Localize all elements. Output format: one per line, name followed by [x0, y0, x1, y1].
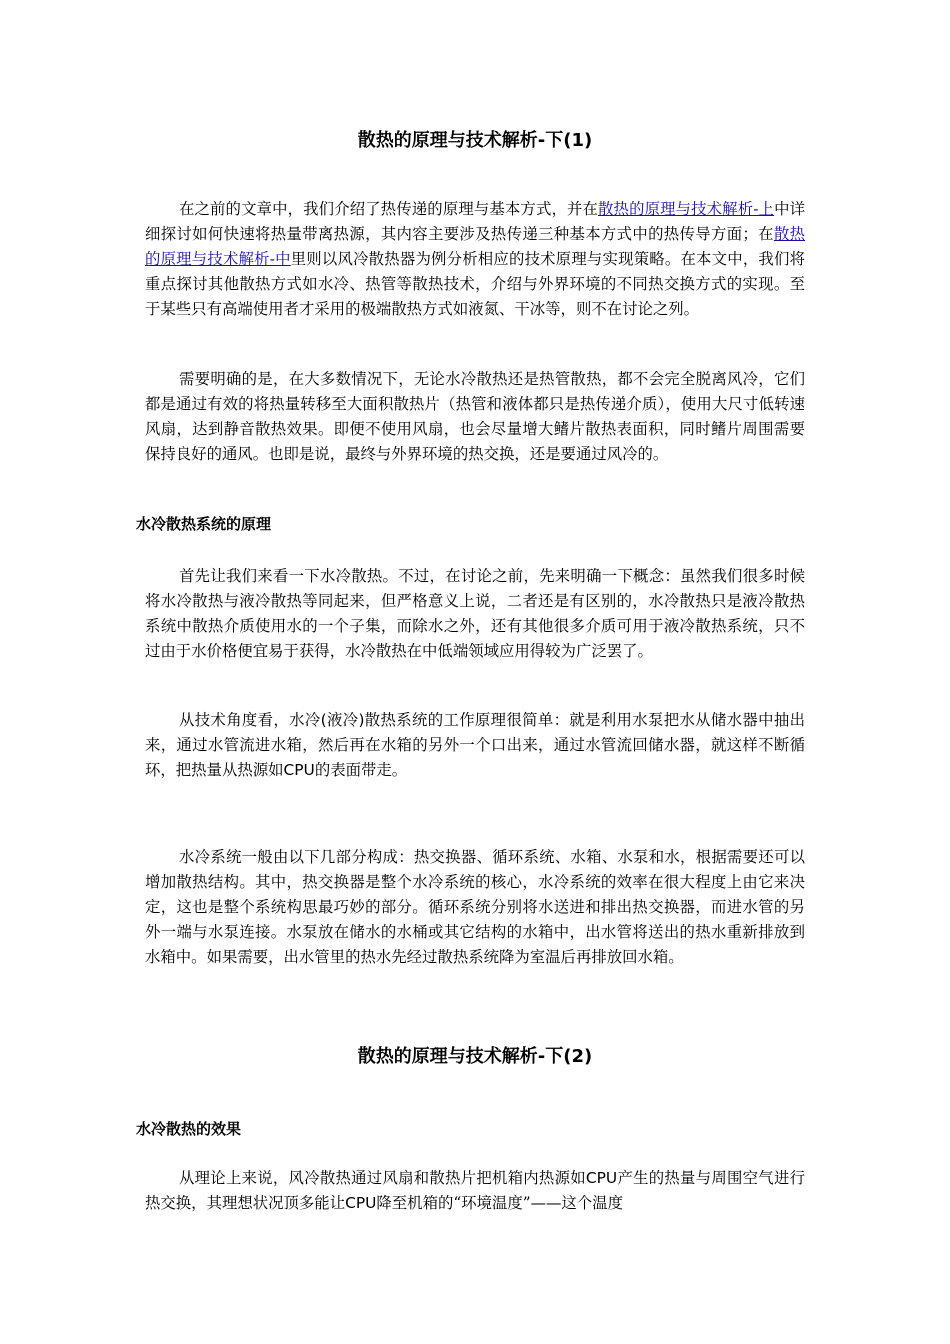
text-run: 在之前的文章中，我们介绍了热传递的原理与基本方式，并在 [179, 200, 599, 218]
section-title-1: 散热的原理与技术解析-下(1) [357, 130, 593, 151]
text-run: CPU [345, 1194, 377, 1212]
text-run: CPU [283, 761, 315, 779]
paragraph-system-components: 水冷系统一般由以下几部分构成：热交换器、循环系统、水箱、水泵和水，根据需要还可以增加散热结构。其中，热交换器是整个水冷系统的核心，水冷系统的效率在很大程度上由它来决定，这也是整个系统构思最巧妙的部分。循环系统分别将水送进和排出热交换器，而进水管的另外一端与水泵连接。水泵放在储水的水桶或其它结构的水箱中，出水管将送出的热水重新排放到水箱中。如果需要，出水管里的热水先经过散热系统降为室温后再排放回水箱。 [145, 848, 805, 966]
text-run: ( [320, 711, 327, 729]
text-run: 降至机箱的“环境温度”——这个温度 [376, 1194, 623, 1212]
link-part-1[interactable]: 散热的原理与技术解析-上 [598, 200, 775, 218]
text-run: 从技术角度看，水冷 [179, 711, 321, 729]
text-run: 散热系统的工作原理很简单：就是利用水泵把水从储水器中抽出来，通过水管流进水箱，然后再在水箱的另外一个口出来，通过水管流回储水器，就这样不断循环，把热量从热源如 [145, 711, 805, 779]
text-run: 产生的热量与周围空气进行热交换，其理想状况顶多能让 [145, 1169, 805, 1212]
text-run: 的表面带走。 [314, 761, 408, 779]
text-run: 中详细探讨如何快速将热量带离热源，其内容主要涉及热传递三种基本方式中的热传导方面；在 [145, 200, 805, 243]
paragraph-air-cooling-note: 需要明确的是，在大多数情况下，无论水冷散热还是热管散热，都不会完全脱离风冷，它们都是通过有效的将热量转移至大面积散热片（热管和液体都只是热传递介质），使用大尺寸低转速风扇，达到静音散热效果。即便不使用风扇，也会尽量增大鳍片散热表面积，同时鳍片周围需要保持良好的通风。也即是说，最终与外界环境的热交换，还是要通过风冷的。 [145, 370, 805, 463]
text-run: ) [358, 711, 365, 729]
link-part-2[interactable]: 散热的原理与技术解析-中 [145, 225, 805, 268]
heading-water-cooling-effect: 水冷散热的效果 [136, 1120, 242, 1138]
text-run: 里则以风冷散热器为例分析相应的技术原理与实现策略。在本文中，我们将重点探讨其他散热方式如水冷、热管等散热技术，介绍与外界环境的不同热交换方式的实现。至于某些只有高端使用者才采用的极端散热方式如液氮、干冰等，则不在讨论之列。 [145, 250, 805, 318]
text-run: 从理论上来说，风冷散热通过风扇和散热片把机箱内热源如 [179, 1169, 586, 1187]
paragraph-water-cooling-intro: 首先让我们来看一下水冷散热。不过，在讨论之前，先来明确一下概念：虽然我们很多时候将水冷散热与液冷散热等同起来，但严格意义上说，二者还是有区别的，水冷散热只是液冷散热系统中散热介质使用水的一个子集，而除水之外，还有其他很多介质可用于液冷散热系统，只不过由于水价格便宜易于获得，水冷散热在中低端领域应用得较为广泛罢了。 [145, 567, 805, 660]
section-title-2: 散热的原理与技术解析-下(2) [357, 1046, 593, 1067]
text-run: CPU [585, 1169, 618, 1187]
paragraph-effect-theory [145, 1166, 805, 1216]
heading-water-cooling-principle: 水冷散热系统的原理 [136, 515, 272, 533]
paragraph-working-principle [145, 708, 805, 783]
paragraph-intro [145, 197, 805, 322]
text-run: 液冷 [326, 711, 359, 729]
